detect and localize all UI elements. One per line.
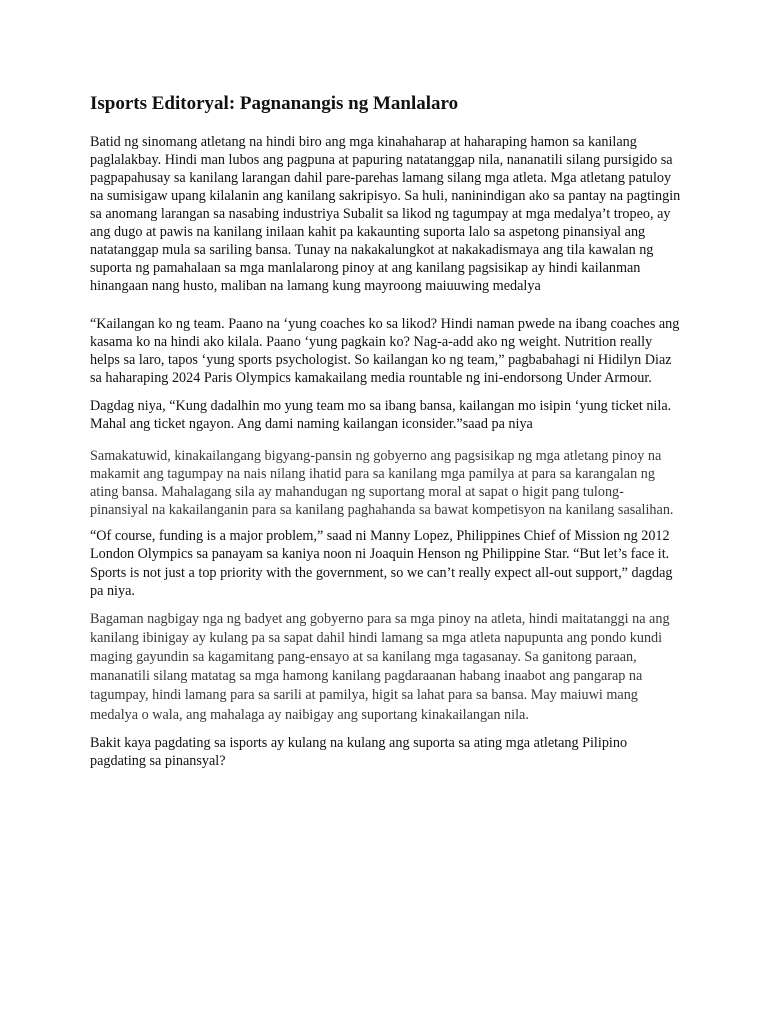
document-page xyxy=(90,92,682,778)
paragraph-closing-question: Bakit kaya pagdating sa isports ay kulang na kulang ang suporta sa ating mga atletang Pilipino pagdating sa pinansyal? xyxy=(90,734,628,769)
paragraph-budget: Bagaman nagbigay nga ng badyet ang gobyerno para sa mga pinoy na atleta, hindi maitatanggi na ang kanilang ibinigay ay kulang pa sa sapat dahil hindi lamang sa mga atleta napupunta ang pondo kundi maging gayundin sa kagamitang pang-ensayo at sa kanilang mga tagasanay. Sa ganitong paraan, mananatili silang matatag sa mga hamong kanilang pagdaraanan habang inaabot ang pangarap na tagumpay, hindi lamang para sa sarili at pamilya, higit sa lahat para sa bansa. May maiuwi mang medalya o wala, ang mahalaga ay naibigay ang suportang kinakailangan nila. xyxy=(90,610,670,723)
paragraph-diaz-quote: “Kailangan ko ng team. Paano na ‘yung coaches ko sa likod? Hindi naman pwede na ibang coaches ang kasama ko na hindi ako kilala. Paano ‘yung pagkain ko? Nag-a-add ako ng weight. Nutrition really helps sa laro, tapos ‘yung sports psychologist. So kailangan ko ng team,” pagbabahagi ni Hidilyn Diaz sa haharaping 2024 Paris Olympics kamakailang media rountable ng ini-endorsong Under Armour. xyxy=(90,316,680,386)
paragraph-diaz-addition: Dagdag niya, “Kung dadalhin mo yung team mo sa ibang bansa, kailangan mo isipin ‘yung ticket nila. Mahal ang ticket ngayon. Ang dami naming kailangan iconsider.”saad pa niya xyxy=(90,398,672,432)
document-title: Isports Editoryal: Pagnanangis ng Manlalaro xyxy=(90,93,459,114)
paragraph-lopez-quote: “Of course, funding is a major problem,” saad ni Manny Lopez, Philippines Chief of Mission ng 2012 London Olympics sa panayam sa kaniya noon ni Joaquin Henson ng Philippine Star. “But let’s face it. Sports is not just a top priority with the government, so we can’t really expect all-out support,” dagdag pa niya. xyxy=(90,528,673,600)
paragraph-conclusion-support: Samakatuwid, kinakailangang bigyang-pansin ng gobyerno ang pagsisikap ng mga atletang pinoy na makamit ang tagumpay na nais nilang ihatid para sa kanilang mga pamilya at para sa karangalan ng ating bansa. Mahalagang sila ay mahandugan ng suportang moral at sapat o higit pang tulong-pinansiyal na kakailanganin para sa kanilang paghahanda sa bawat kompetisyon na kanilang sasalihan. xyxy=(90,448,674,518)
paragraph-intro: Batid ng sinomang atletang na hindi biro ang mga kinahaharap at haharaping hamon sa kanilang paglalakbay. Hindi man lubos ang pagpuna at papuring natatanggap nila, nananatili silang pursigido sa pagpapahusay sa kanilang larangan dahil pare-parehas lamang silang mga atleta. Mga atletang patuloy na sumisigaw upang kilalanin ang kanilang sakripisyo. Sa huli, naninindigan ako sa pantay na pagtingin sa anomang larangan sa nasabing industriya Subalit sa likod ng tagumpay at mga medalya’t tropeo, ay ang dugo at pawis na kanilang inilaan kahit pa kakaunting suporta lalo sa aspetong pinansiyal ang natatanggap mula sa sariling bansa. Tunay na nakakalungkot at nakakadismaya ang tila kawalan ng suporta ng pamahalaan sa mga manlalarong pinoy at ang kanilang pagsisikap ay hindi kailanman hinangaan nang husto, maliban na lamang kung mayroong maiuuwing medalya xyxy=(90,134,681,294)
